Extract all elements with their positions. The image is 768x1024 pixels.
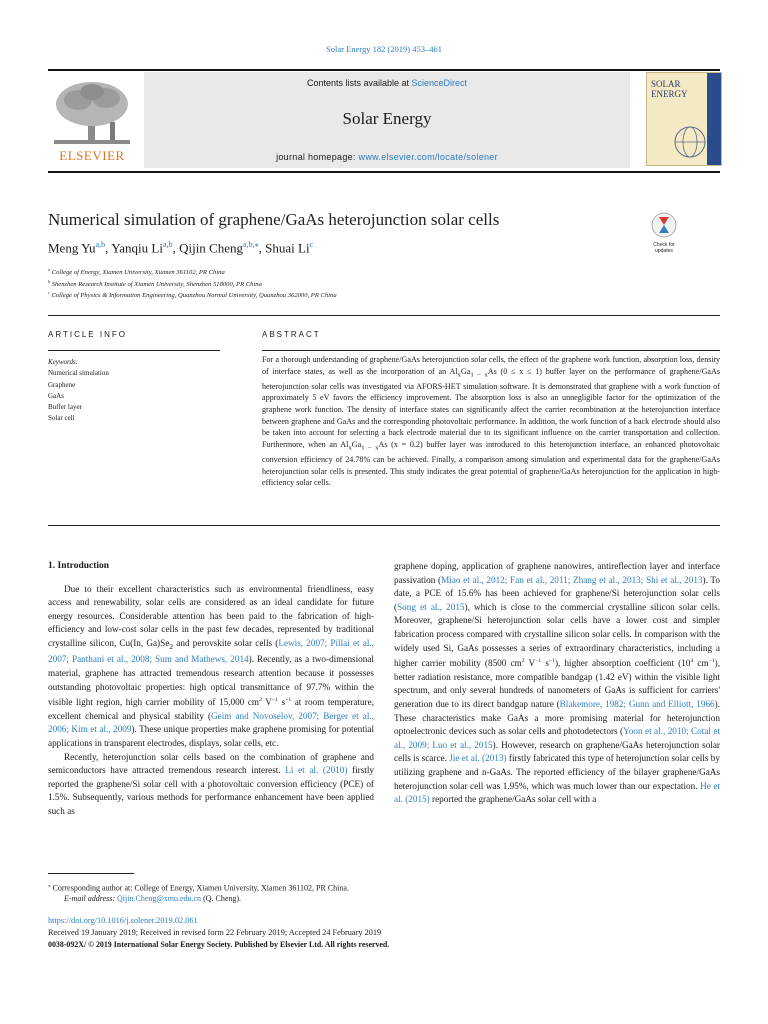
crossmark-label-line2: updates	[655, 247, 673, 254]
abstract-text: For a thorough understanding of graphene/GaAs heterojunction solar cells, the effect of the graphene work function, absorption loss, density of interface states, as well as the incorporation of an $Al_xGa_{1 - x}As$ (0 ≤ x ≤ 1) buffer layer on the performance of graphene/GaAs heterojunction solar cells was investigated via AFORS-HET simulation software. It is demonstrated that graphene with a work function of approximately 5 eV favors the efficiency improvement. The absorption loss is also an unnegligible factor for the optimization of the graphene work function. The density of interface states can significantly affect the carrier recombination at the heterojunction interface between graphene and GaAs and the corresponding photovoltaic performance. In addition, the work function of a back electrode should also be taken into account for selecting a back electrode material due to its significant influence on the carrier transportation and collection. Furthermore, when an $Al_xGa_{1 - x}As$ (x = 0.2) buffer layer was introduced to this heterojunction interface, an enhanced photovoltaic conversion efficiency of 24.78% can be achieved. Finally, a comparison among simulation and experimental data for the graphene/GaAs heterojunction solar cells is presented. This study indicates the great potential of graphene/GaAs heterojunction for the application in high-efficiency solar cells.	[262, 355, 720, 488]
received-dates: Received 19 January 2019; Received in revised form 22 February 2019; Accepted 24 February 2019	[48, 928, 382, 937]
sciencedirect-link[interactable]: ScienceDirect	[411, 78, 468, 88]
keyword: Solar cell	[48, 414, 75, 423]
copyright-line: 0038-092X/ © 2019 International Solar Energy Society. Published by Elsevier Ltd. All rights reserved.	[48, 940, 390, 949]
crossmark-label-line1: Check for	[653, 242, 675, 248]
citation-link[interactable]: Geim and Novoselov, 2007; Berger et al., 2006; Kim et al., 2009	[48, 710, 374, 735]
citation-link[interactable]: Blakemore, 1982; Gunn and Elliott, 1966	[559, 699, 715, 709]
paragraph: Recently, heterojunction solar cells based on the combination of graphene and semiconductors have attracted tremendous research interest. Li et al. (2010) firstly reported the graphene/Si solar cell with a photovoltaic conversion efficiency (PCE) of 1.5%. Subsequently, various methods for performance enhancement have been applied such as	[48, 751, 375, 816]
citation-link[interactable]: Li et al. (2010)	[285, 765, 348, 776]
cover-spine	[707, 73, 721, 165]
affiliation: $^a$ College of Energy, Xiamen University, Xiamen 361102, PR China	[48, 267, 225, 277]
keyword: GaAs	[48, 391, 64, 400]
journal-reference[interactable]: Solar Energy 182 (2019) 453–461	[326, 44, 442, 54]
keyword: Graphene	[48, 380, 76, 389]
journal-cover[interactable]	[646, 72, 722, 166]
author-list: Meng Yu$^{a,b}$, Yanqiu Li$^{a,b}$, Qijin Cheng$^{a,b,⁎}$, Shuai Li$^c$	[48, 240, 314, 256]
citation-link[interactable]: Song et al., 2015	[397, 601, 465, 612]
header-rule-bottom	[48, 171, 720, 173]
doi-link[interactable]: https://doi.org/10.1016/j.solener.2019.02.061	[48, 916, 198, 925]
section-heading: 1. Introduction	[48, 561, 110, 571]
abstract-bottom-rule	[48, 525, 720, 526]
journal-homepage: journal homepage: www.elsevier.com/locate/solener	[276, 152, 498, 162]
citation-link[interactable]: Miao et al., 2012; Fan et al., 2011; Zhang et al., 2013; Shi et al., 2013	[441, 574, 703, 585]
citation-link[interactable]: Lewis, 2007; Pillai et al., 2007; Panthani et al., 2008; Sum and Mathews, 2014	[48, 637, 374, 665]
author-affil-mark[interactable]: a,b	[95, 240, 106, 249]
author-name[interactable]: Meng Yu	[48, 240, 96, 256]
publisher-name: ELSEVIER	[59, 148, 125, 163]
article-info-heading: ARTICLE INFO	[48, 330, 127, 339]
homepage-link[interactable]: www.elsevier.com/locate/solener	[358, 152, 498, 162]
keywords-label: Keywords:	[48, 358, 79, 366]
elsevier-logo	[48, 78, 136, 164]
author-affil-mark[interactable]: a,b	[162, 240, 173, 249]
journal-banner	[144, 72, 630, 168]
abstract-rule	[262, 350, 720, 351]
journal-name: Solar Energy	[342, 109, 432, 128]
crossmark-icon	[651, 212, 677, 238]
keywords-block	[48, 357, 109, 425]
cover-title-line1: SOLAR	[651, 79, 681, 89]
citation-link[interactable]: Jie et al. (2013)	[449, 753, 507, 764]
check-for-updates-badge[interactable]	[646, 212, 682, 256]
abstract-heading: ABSTRACT	[262, 330, 321, 339]
author-affil-mark[interactable]: a,b,⁎	[243, 240, 259, 249]
author-name[interactable]: Shuai Li	[265, 240, 310, 256]
email-note: E-mail address: Qijin.Cheng@xmu.edu.cn (Q. Cheng).	[64, 894, 242, 903]
article-info-rule	[48, 350, 220, 351]
paragraph: Due to their excellent characteristics such as environmental friendliness, easy access and renewability, solar cells are considered as an ideal candidate for future energy resources. Considerable attention has been paid to the fabrication of high-efficiency and low-cost solar cells in the past few decades, represented by traditional crystalline silicon, Cu(In, $Ga)Se_2$ and perovskite solar cells (Lewis, 2007; Pillai et al., 2007; Panthani et al., 2008; Sum and Mathews, 2014). Recently, as a two-dimensional material, graphene has attracted tremendous research attention because it possesses outstanding photovoltaic properties: high optical transmittance of 97.7% within the visible light region, high carrier mobility of 15,000 $cm^2$ $V^{-1}$ $s^{-1}$ at room temperature, excellent chemical and physical stability (Geim and Novoselov, 2007; Berger et al., 2006; Kim et al., 2009). These unique properties make graphene promising for potential applications in transparent electrodes, displays, solar cells, etc.	[48, 583, 374, 749]
tree-icon	[48, 78, 136, 146]
author-name[interactable]: Yanqiu Li	[111, 240, 163, 256]
globe-icon	[673, 125, 707, 159]
paragraph: graphene doping, application of graphene nanowires, antireflection layer and interface passivation (Miao et al., 2012; Fan et al., 2011; Zhang et al., 2013; Shi et al., 2013). To date, a PCE of 15.6% has been achieved for graphene/Si heterojunction solar cells (Song et al., 2015), which is close to the commercial crystalline silicon solar cells. Moreover, graphene/Si heterojunction solar cells have a lower cost and simpler fabrication process compared with crystalline silicon solar cells. In comparison with the widely used Si, GaAs possesses a series of extraordinary characteristics, including a higher carrier mobility (8500 $cm^2$ $V^{-1}$ $s^{-1}$), higher absorption coefficient ($10^4$ $cm^{-1}$), better radiation resistance, more compatible bandgap (1.42 eV) within the visible light spectrum, and only several hundreds of nanometers of GaAs is sufficient for carriers' generation due to its direct bandgap nature (Blakemore, 1982; Gunn and Elliott, 1966). These characteristics make GaAs a more promising material for heterojunction optoelectronic devices such as solar cells and photodetectors (Yoon et al., 2010; Cotal et al., 2009; Luo et al., 2015). However, research on graphene/GaAs heterojunction solar cells is scarce. Jie et al. (2013) firstly fabricated this type of heterojunction solar cells by utilizing graphene and n-GaAs. The reported efficiency of the bilayer graphene/GaAs heterojunction solar cell was 1.95%, which was much lower than our expectation. He et al. (2015) reported the graphene/GaAs solar cell with a	[394, 561, 721, 805]
citation-link[interactable]: He et al. (2015)	[394, 780, 721, 805]
body-right-column	[394, 560, 720, 807]
keyword: Buffer layer	[48, 403, 82, 412]
affiliation: $^c$ College of Physics & Information Engineering, Quanzhou Normal University, Quanzhou 362000, PR China	[48, 290, 337, 300]
header-rule-top	[48, 69, 720, 71]
affiliation: $^b$ Shenzhen Research Institute of Xiamen University, Shenzhen 518000, PR China	[48, 279, 262, 289]
contents-line: Contents lists available at ScienceDirect	[306, 78, 468, 88]
article-title: Numerical simulation of graphene/GaAs heterojunction solar cells	[48, 210, 500, 229]
cover-title-line2: ENERGY	[651, 89, 688, 99]
body-left-column	[48, 560, 374, 819]
footnote-rule	[48, 873, 134, 874]
author-name[interactable]: Qijin Cheng	[179, 240, 243, 256]
citation-link[interactable]: Yoon et al., 2010; Cotal et al., 2009; Luo et al., 2015	[394, 726, 720, 750]
keyword: Numerical simulation	[48, 369, 109, 378]
author-affil-mark[interactable]: c	[309, 240, 314, 249]
corresponding-author-note: ⁎ Corresponding author at: College of Energy, Xiamen University, Xiamen 361102, PR China.	[48, 883, 349, 893]
section-rule	[48, 315, 720, 316]
email-link[interactable]: Qijin.Cheng@xmu.edu.cn	[117, 894, 202, 903]
